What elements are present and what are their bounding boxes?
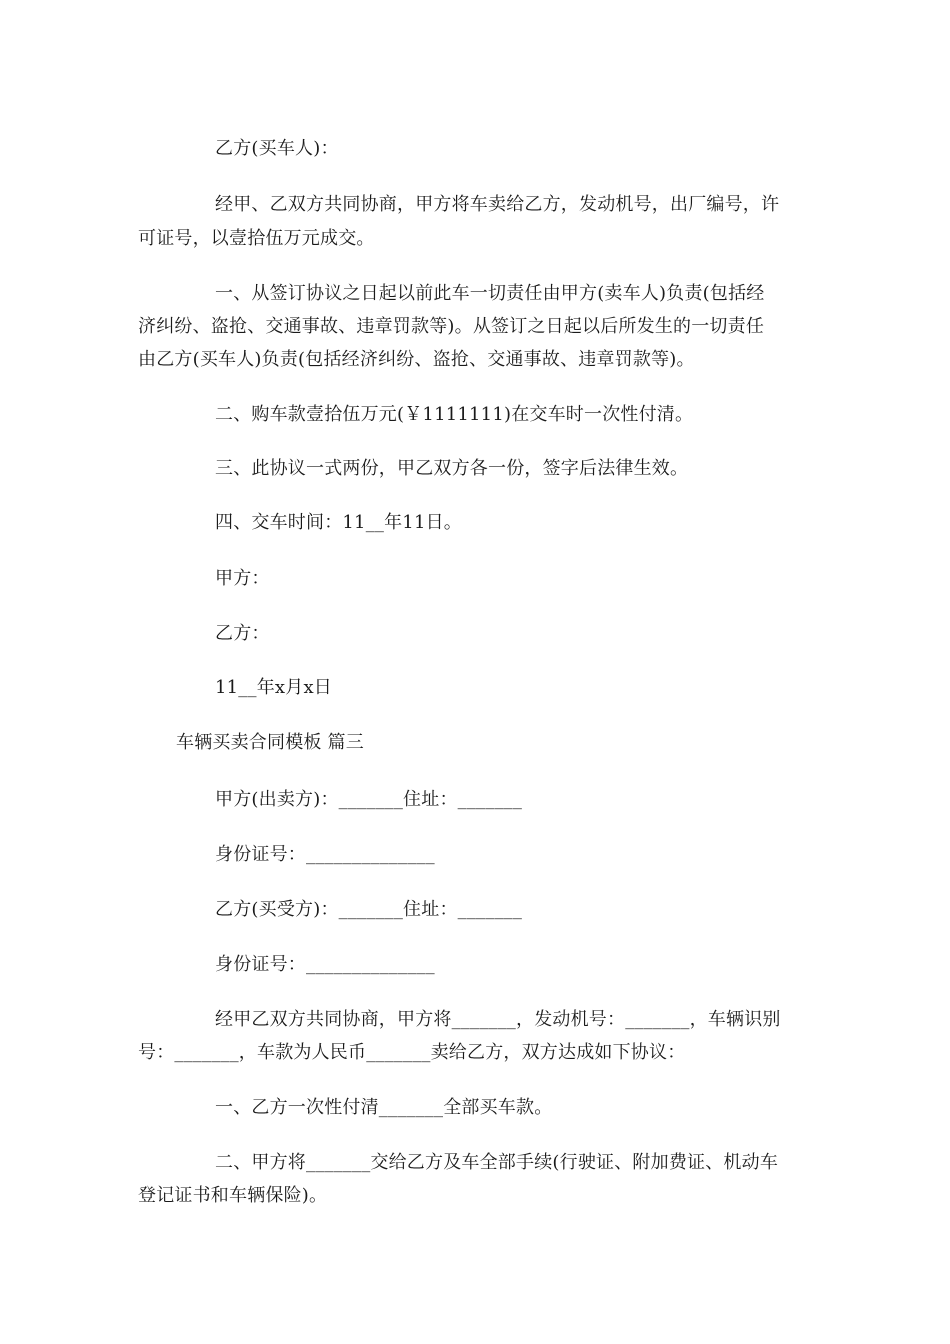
clause-2-line: 二、购车款壹拾伍万元(￥1111111)在交车时一次性付清。 [215,404,694,425]
party-b-signature-line: 乙方： [215,623,270,644]
clause-1-line-1: 一、从签订协议之日起以前此车一切责任由甲方(卖车人)负责(包括经 [215,283,765,304]
clause-3-line: 三、此协议一式两份，甲乙双方各一份，签字后法律生效。 [215,458,689,479]
agreement-intro-line-1: 经甲乙双方共同协商，甲方将_______，发动机号：_______，车辆识别 [215,1009,781,1030]
paragraph-intro-line-1: 经甲、乙双方共同协商，甲方将车卖给乙方，发动机号，出厂编号，许 [215,194,780,215]
section-heading: 车辆买卖合同模板 篇三 [176,732,364,753]
payment-clause-line: 一、乙方一次性付清_______全部买车款。 [215,1097,553,1118]
clause-4-line: 四、交车时间：11__年11日。 [215,512,463,533]
signing-date-line: 11__年x月x日 [215,677,333,698]
party-b-purchaser-line: 乙方(买受方)：_______住址：_______ [215,899,523,920]
clause-1-line-3: 由乙方(买车人)负责(包括经济纠纷、盗抢、交通事故、违章罚款等)。 [138,349,695,370]
clause-1-line-2: 济纠纷、盗抢、交通事故、违章罚款等)。从签订之日起以后所发生的一切责任 [138,316,765,337]
party-b-id-line: 身份证号：______________ [215,954,435,975]
party-a-signature-line: 甲方： [215,568,270,589]
paragraph-intro-line-2: 可证号，以壹拾伍万元成交。 [138,228,375,249]
party-a-id-line: 身份证号：______________ [215,844,435,865]
agreement-intro-line-2: 号：_______，车款为人民币_______卖给乙方，双方达成如下协议： [138,1042,686,1063]
party-a-seller-line: 甲方(出卖方)：_______住址：_______ [215,789,523,810]
handover-clause-line-1: 二、甲方将_______交给乙方及车全部手续(行驶证、附加费证、机动车 [215,1152,779,1173]
party-b-buyer-line: 乙方(买车人)： [215,138,339,159]
handover-clause-line-2: 登记证书和车辆保险)。 [138,1185,328,1206]
